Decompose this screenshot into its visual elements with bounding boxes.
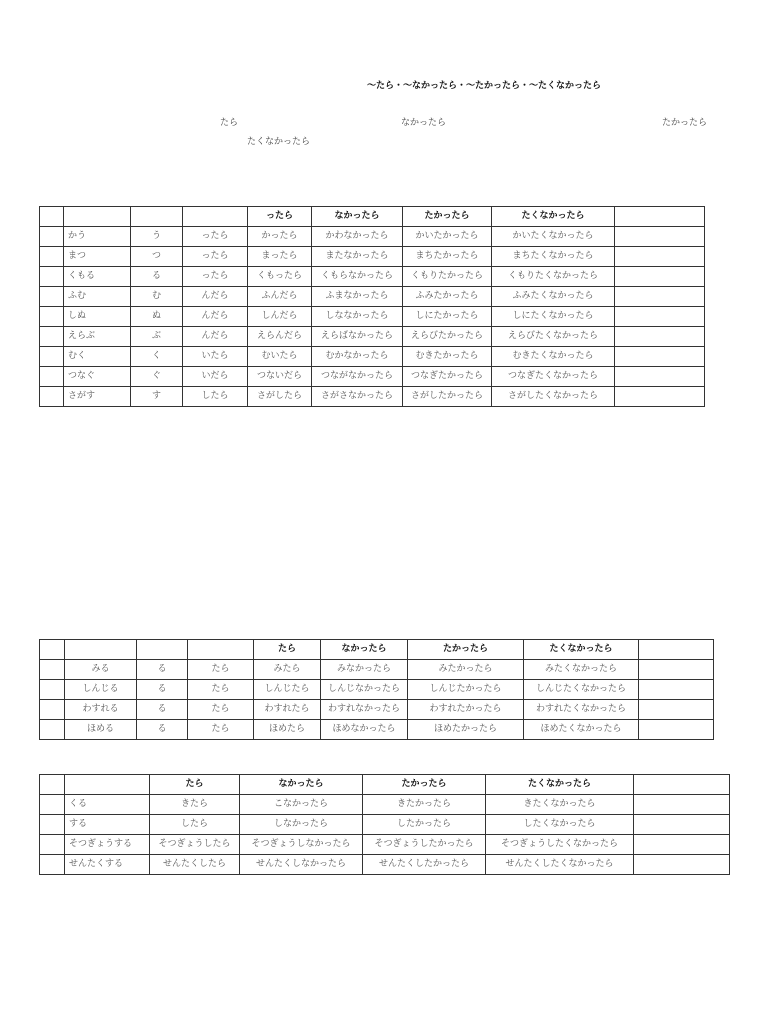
table-cell: せんたくしたかったら xyxy=(363,855,486,875)
table-cell: さがしたら xyxy=(248,387,312,407)
column-header xyxy=(64,207,131,227)
column-header xyxy=(131,207,183,227)
table-cell: みなかったら xyxy=(321,660,408,680)
column-header xyxy=(40,640,65,660)
table-cell: かう xyxy=(64,227,131,247)
table-cell: たら xyxy=(188,660,254,680)
table-cell: ぬ xyxy=(131,307,183,327)
table-cell xyxy=(40,835,65,855)
table-cell: くもりたくなかったら xyxy=(492,267,615,287)
table-cell: んだら xyxy=(183,307,248,327)
table-cell: むかなかったら xyxy=(312,347,403,367)
intro-label-tara: たら xyxy=(220,118,239,128)
table-cell: しなかったら xyxy=(240,815,363,835)
column-header: たくなかったら xyxy=(486,775,634,795)
table-cell xyxy=(615,247,705,267)
column-header: たくなかったら xyxy=(492,207,615,227)
table-cell: そつぎょうしなかったら xyxy=(240,835,363,855)
table-cell: しんじる xyxy=(65,680,137,700)
table-cell xyxy=(639,700,714,720)
table-cell: つ xyxy=(131,247,183,267)
table-cell: わすれなかったら xyxy=(321,700,408,720)
table-cell: まったら xyxy=(248,247,312,267)
table-cell: る xyxy=(137,700,188,720)
table-cell: す xyxy=(131,387,183,407)
table-cell: ったら xyxy=(183,267,248,287)
table-cell: ほめたら xyxy=(254,720,321,740)
column-header xyxy=(40,207,64,227)
table-cell: いだら xyxy=(183,367,248,387)
table-cell xyxy=(40,855,65,875)
table-cell: きたら xyxy=(150,795,240,815)
table-cell: る xyxy=(131,267,183,287)
table-cell: さがしたくなかったら xyxy=(492,387,615,407)
table-header-row xyxy=(40,207,705,227)
table-cell: したら xyxy=(150,815,240,835)
table-cell xyxy=(615,267,705,287)
table-cell: えらんだら xyxy=(248,327,312,347)
table-cell xyxy=(40,387,64,407)
table-row xyxy=(40,720,714,740)
irregular-verb-table xyxy=(39,774,730,875)
table-cell: たら xyxy=(188,720,254,740)
table-cell xyxy=(40,795,65,815)
table-cell xyxy=(639,680,714,700)
table-row xyxy=(40,267,705,287)
table-cell: しにたかったら xyxy=(403,307,492,327)
table-cell: る xyxy=(137,720,188,740)
table-row xyxy=(40,327,705,347)
table-cell: する xyxy=(65,815,150,835)
table-cell: る xyxy=(137,680,188,700)
column-header xyxy=(65,775,150,795)
column-header: たかったら xyxy=(403,207,492,227)
table-cell: したくなかったら xyxy=(486,815,634,835)
table-cell xyxy=(40,247,64,267)
table-cell: かったら xyxy=(248,227,312,247)
table-cell: したかったら xyxy=(363,815,486,835)
table-cell xyxy=(40,700,65,720)
table-cell: く xyxy=(131,347,183,367)
table-cell xyxy=(40,327,64,347)
table-cell: わすれたかったら xyxy=(408,700,524,720)
table-cell xyxy=(40,720,65,740)
table-cell xyxy=(615,327,705,347)
column-header xyxy=(65,640,137,660)
table-cell: まちたくなかったら xyxy=(492,247,615,267)
table-cell xyxy=(615,307,705,327)
page-title: ～たら・～なかったら・～たかったら・～たくなかったら xyxy=(367,81,602,91)
table-cell xyxy=(634,815,730,835)
table-cell: せんたくしたら xyxy=(150,855,240,875)
table-row xyxy=(40,227,705,247)
table-cell: えらびたくなかったら xyxy=(492,327,615,347)
column-header: なかったら xyxy=(240,775,363,795)
intro-label-takunakattara: たくなかったら xyxy=(247,137,311,147)
table-cell: みたら xyxy=(254,660,321,680)
table-cell: まつ xyxy=(64,247,131,267)
table-cell: たら xyxy=(188,680,254,700)
column-header xyxy=(639,640,714,660)
table-cell: えらぶ xyxy=(64,327,131,347)
table-cell: つなぎたくなかったら xyxy=(492,367,615,387)
column-header xyxy=(183,207,248,227)
table-cell: むいたら xyxy=(248,347,312,367)
table-cell: きたくなかったら xyxy=(486,795,634,815)
table-cell: ぶ xyxy=(131,327,183,347)
column-header: ったら xyxy=(248,207,312,227)
table-cell: ほめる xyxy=(65,720,137,740)
table-cell: かわなかったら xyxy=(312,227,403,247)
table-header-row xyxy=(40,775,730,795)
table-cell xyxy=(40,660,65,680)
table-row xyxy=(40,700,714,720)
table-cell: くもる xyxy=(64,267,131,287)
table-cell: いたら xyxy=(183,347,248,367)
table-cell: せんたくしなかったら xyxy=(240,855,363,875)
column-header: なかったら xyxy=(312,207,403,227)
column-header xyxy=(40,775,65,795)
table-cell: みる xyxy=(65,660,137,680)
table-cell xyxy=(634,795,730,815)
column-header: なかったら xyxy=(321,640,408,660)
table-cell xyxy=(615,367,705,387)
table-cell: る xyxy=(137,660,188,680)
table-cell: えらびたかったら xyxy=(403,327,492,347)
table-cell: しぬ xyxy=(64,307,131,327)
table-cell: ぐ xyxy=(131,367,183,387)
table-cell xyxy=(40,227,64,247)
table-cell: そつぎょうしたくなかったら xyxy=(486,835,634,855)
table-row xyxy=(40,835,730,855)
table-cell: くもらなかったら xyxy=(312,267,403,287)
column-header xyxy=(615,207,705,227)
table-cell: ほめたくなかったら xyxy=(524,720,639,740)
column-header: たかったら xyxy=(408,640,524,660)
table-cell: またなかったら xyxy=(312,247,403,267)
table-cell: んだら xyxy=(183,327,248,347)
table-cell: みたくなかったら xyxy=(524,660,639,680)
table-cell: ほめなかったら xyxy=(321,720,408,740)
table-cell xyxy=(639,720,714,740)
table-cell: さがす xyxy=(64,387,131,407)
column-header xyxy=(634,775,730,795)
table-row xyxy=(40,387,705,407)
table-cell xyxy=(40,267,64,287)
table-cell xyxy=(40,367,64,387)
table-cell: かいたくなかったら xyxy=(492,227,615,247)
table-cell: う xyxy=(131,227,183,247)
table-cell: くもったら xyxy=(248,267,312,287)
table-cell: そつぎょうする xyxy=(65,835,150,855)
table-row xyxy=(40,307,705,327)
table-row xyxy=(40,680,714,700)
table-cell: わすれたくなかったら xyxy=(524,700,639,720)
table-row xyxy=(40,367,705,387)
table-cell: んだら xyxy=(183,287,248,307)
table-cell xyxy=(40,815,65,835)
table-row xyxy=(40,815,730,835)
table-cell xyxy=(615,347,705,367)
table-cell: わすれる xyxy=(65,700,137,720)
table-cell: したら xyxy=(183,387,248,407)
column-header xyxy=(188,640,254,660)
godan-verb-table xyxy=(39,206,705,407)
table-cell: くもりたかったら xyxy=(403,267,492,287)
table-cell xyxy=(634,855,730,875)
table-cell: ふむ xyxy=(64,287,131,307)
table-cell: くる xyxy=(65,795,150,815)
intro-label-nakattara: なかったら xyxy=(401,118,447,128)
table-row xyxy=(40,247,705,267)
table-cell xyxy=(615,227,705,247)
table-cell: そつぎょうしたかったら xyxy=(363,835,486,855)
table-cell: ほめたかったら xyxy=(408,720,524,740)
column-header: たくなかったら xyxy=(524,640,639,660)
table-cell xyxy=(40,680,65,700)
table-cell: ったら xyxy=(183,227,248,247)
table-cell: つないだら xyxy=(248,367,312,387)
column-header: たら xyxy=(150,775,240,795)
table-cell: つながなかったら xyxy=(312,367,403,387)
table-row xyxy=(40,855,730,875)
table-cell: みたかったら xyxy=(408,660,524,680)
table-cell: たら xyxy=(188,700,254,720)
table-cell: そつぎょうしたら xyxy=(150,835,240,855)
table-cell: まちたかったら xyxy=(403,247,492,267)
table-cell: むきたくなかったら xyxy=(492,347,615,367)
table-cell: ふみたくなかったら xyxy=(492,287,615,307)
table-cell: さがしたかったら xyxy=(403,387,492,407)
table-cell: しにたくなかったら xyxy=(492,307,615,327)
table-cell xyxy=(615,287,705,307)
column-header: たかったら xyxy=(363,775,486,795)
table-cell: こなかったら xyxy=(240,795,363,815)
table-cell: わすれたら xyxy=(254,700,321,720)
table-cell xyxy=(40,347,64,367)
ichidan-verb-table xyxy=(39,639,714,740)
table-cell: しんじたくなかったら xyxy=(524,680,639,700)
table-cell: しななかったら xyxy=(312,307,403,327)
table-cell: む xyxy=(131,287,183,307)
table-cell: えらばなかったら xyxy=(312,327,403,347)
table-row xyxy=(40,795,730,815)
table-row xyxy=(40,660,714,680)
table-cell: せんたくする xyxy=(65,855,150,875)
table-cell xyxy=(40,307,64,327)
table-cell: せんたくしたくなかったら xyxy=(486,855,634,875)
table-cell: かいたかったら xyxy=(403,227,492,247)
table-header-row xyxy=(40,640,714,660)
table-cell xyxy=(634,835,730,855)
table-cell xyxy=(615,387,705,407)
table-cell: しんじたかったら xyxy=(408,680,524,700)
table-cell: しんだら xyxy=(248,307,312,327)
table-cell: むきたかったら xyxy=(403,347,492,367)
table-cell: ったら xyxy=(183,247,248,267)
table-cell: しんじたら xyxy=(254,680,321,700)
table-cell: つなぐ xyxy=(64,367,131,387)
table-cell: ふまなかったら xyxy=(312,287,403,307)
table-row xyxy=(40,287,705,307)
column-header xyxy=(137,640,188,660)
table-cell: しんじなかったら xyxy=(321,680,408,700)
table-cell: むく xyxy=(64,347,131,367)
table-cell: さがさなかったら xyxy=(312,387,403,407)
table-cell: つなぎたかったら xyxy=(403,367,492,387)
table-cell: ふんだら xyxy=(248,287,312,307)
column-header: たら xyxy=(254,640,321,660)
table-row xyxy=(40,347,705,367)
table-cell xyxy=(639,660,714,680)
intro-label-takattara: たかったら xyxy=(662,118,708,128)
table-cell xyxy=(40,287,64,307)
table-cell: きたかったら xyxy=(363,795,486,815)
table-cell: ふみたかったら xyxy=(403,287,492,307)
